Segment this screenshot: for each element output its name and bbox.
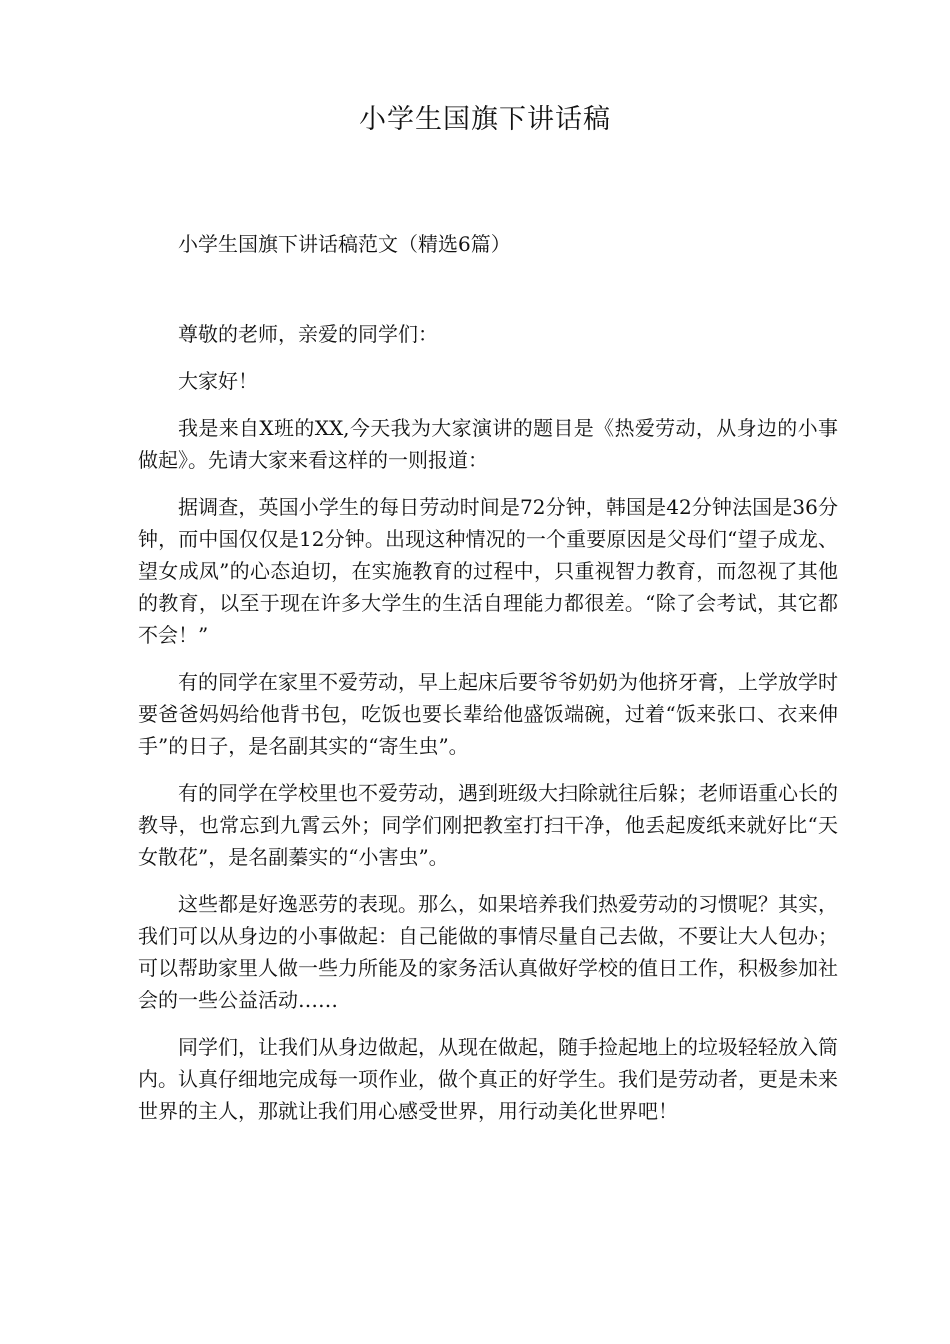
paragraph-greeting: 尊敬的老师，亲爱的同学们：: [178, 322, 438, 346]
paragraph-survey: 据调查，英国小学生的每日劳动时间是72分钟，韩国是42分钟法国是36分钟，而中国仅仅是12分钟。出现这种情况的一个重要原因是父母们“望子成龙、望女成凤”的心态迫切，在实施教育的过程中，只重视智力教育，而忽视了其他的教育，以至于现在许多大学生的生活自理能力都很差。“除了会考试，其它都不会！”: [138, 495, 838, 647]
paragraph-closing: 同学们，让我们从身边做起，从现在做起，随手捡起地上的垃圾轻轻放入筒内。认真仔细地完成每一项作业，做个真正的好学生。我们是劳动者，更是未来世界的主人，那就让我们用心感受世界，用行动美化世界吧！: [138, 1035, 838, 1123]
document-subtitle: 小学生国旗下讲话稿范文（精选6篇）: [178, 232, 511, 256]
document-title: 小学生国旗下讲话稿: [359, 104, 611, 135]
document-body: [138, 228, 838, 1142]
paragraph-home: 有的同学在家里不爱劳动，早上起床后要爷爷奶奶为他挤牙膏，上学放学时要爸爸妈妈给他背书包，吃饭也要长辈给他盛饭端碗，过着“饭来张口、衣来伸手”的日子，是名副其实的“寄生虫”。: [138, 670, 838, 758]
paragraph-intro: 我是来自X班的XX,今天我为大家演讲的题目是《热爱劳动，从身边的小事做起》。先请大家来看这样的一则报道：: [138, 416, 838, 472]
paragraph-school: 有的同学在学校里也不爱劳动，遇到班级大扫除就往后躲；老师语重心长的教导，也常忘到九霄云外；同学们刚把教室打扫干净，他丢起废纸来就好比“天女散花”，是名副蓁实的“小害虫”。: [138, 781, 838, 869]
paragraph-habits: 这些都是好逸恶劳的表现。那么，如果培养我们热爱劳动的习惯呢？其实，我们可以从身边的小事做起：自己能做的事情尽量自己去做，不要让大人包办；可以帮助家里人做一些力所能及的家务活认真做好学校的值日工作，积极参加社会的一些公益活动……: [138, 892, 838, 1012]
paragraph-hello: 大家好！: [178, 369, 258, 393]
